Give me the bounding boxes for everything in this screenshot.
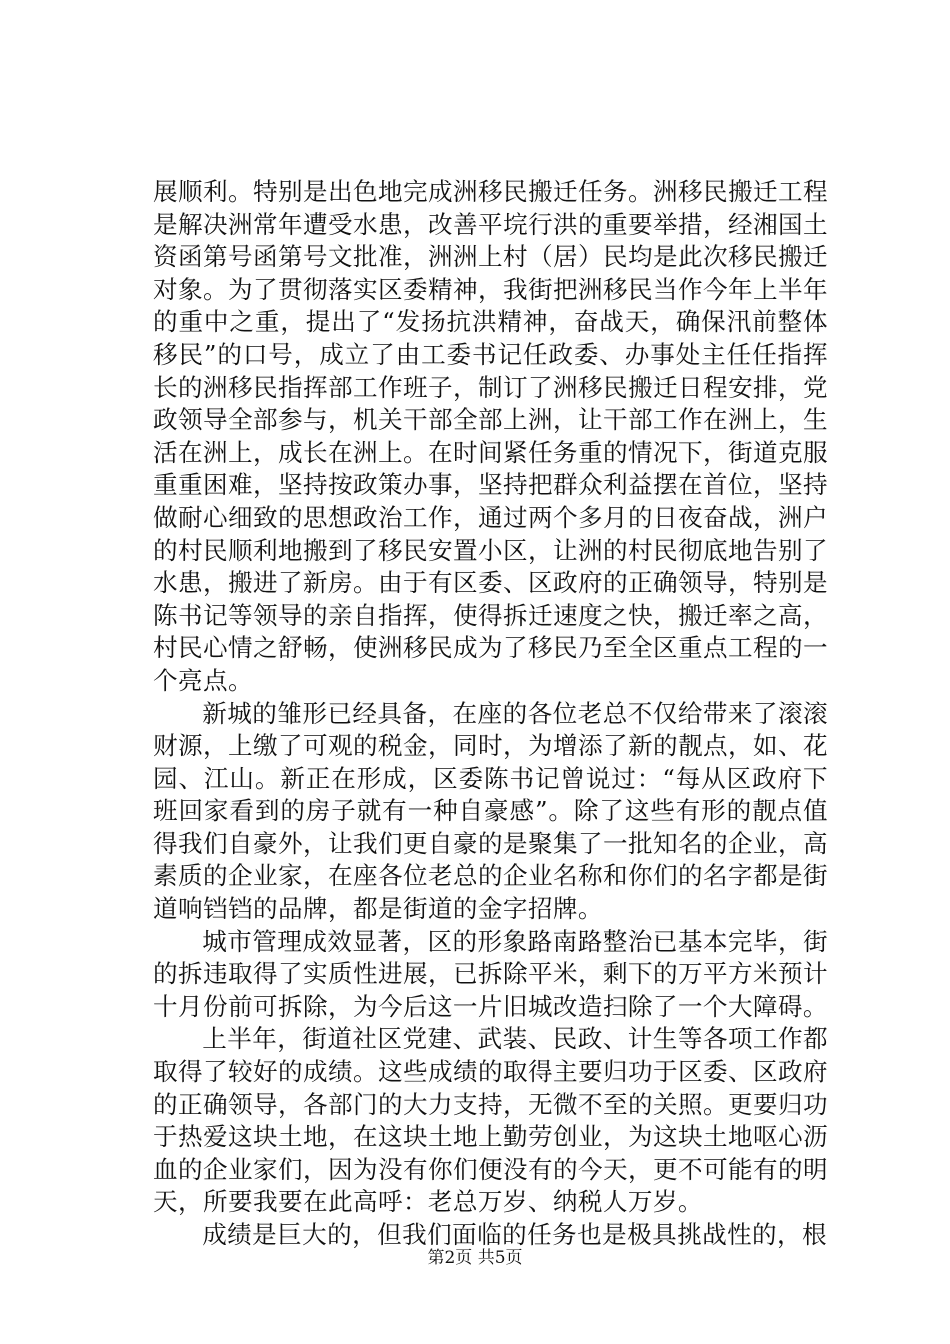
paragraph-3: 城市管理成效显著，区的形象路南路整治已基本完毕，街的拆违取得了实质性进展，已拆除平米，剩下的万平方米预计十月份前可拆除，为今后这一片旧城改造扫除了一个大障碍。 xyxy=(153,926,828,1021)
paragraph-4: 上半年，街道社区党建、武装、民政、计生等各项工作都取得了较好的成绩。这些成绩的取得主要归功于区委、区政府的正确领导，各部门的大力支持，无微不至的关照。更要归功于热爱这块土地，在这块土地上勤劳创业，为这块土地呕心沥血的企业家们，因为没有你们便没有的今天，更不可能有的明天，所要我要在此高呼：老总万岁、纳税人万岁。 xyxy=(153,1024,828,1217)
document-body xyxy=(153,176,828,1252)
page-number-footer: 第2页 共5页 xyxy=(427,1248,523,1268)
paragraph-2: 新城的雏形已经具备，在座的各位老总不仅给带来了滚滚财源，上缴了可观的税金，同时，为增添了新的靓点，如、花园、江山。新正在形成，区委陈书记曾说过：“每从区政府下班回家看到的房子就有一种自豪感”。除了这些有形的靓点值得我们自豪外，让我们更自豪的是聚集了一批知名的企业，高素质的企业家，在座各位老总的企业名称和你们的名字都是街道响铛铛的品牌，都是街道的金字招牌。 xyxy=(153,698,828,924)
paragraph-5: 成绩是巨大的，但我们面临的任务也是极具挑战性的，根 xyxy=(202,1220,828,1249)
paragraph-1: 展顺利。特别是出色地完成洲移民搬迁任务。洲移民搬迁工程是解决洲常年遭受水患，改善平垸行洪的重要举措，经湘国土资函第号函第号文批准，洲洲上村（居）民均是此次移民搬迁对象。为了贯彻落实区委精神，我街把洲移民当作今年上半年的重中之重，提出了“发扬抗洪精神，奋战天，确保汛前整体移民”的口号，成立了由工委书记任政委、办事处主任任指挥长的洲移民指挥部工作班子，制订了洲移民搬迁日程安排，党政领导全部参与，机关干部全部上洲，让干部工作在洲上，生活在洲上，成长在洲上。在时间紧任务重的情况下，街道克服重重困难，坚持按政策办事，坚持把群众利益摆在首位，坚持做耐心细致的思想政治工作，通过两个多月的日夜奋战，洲户的村民顺利地搬到了移民安置小区，让洲的村民彻底地告别了水患，搬进了新房。由于有区委、区政府的正确领导，特别是陈书记等领导的亲自指挥，使得拆迁速度之快，搬迁率之高，村民心情之舒畅，使洲移民成为了移民乃至全区重点工程的一个亮点。 xyxy=(153,177,828,695)
